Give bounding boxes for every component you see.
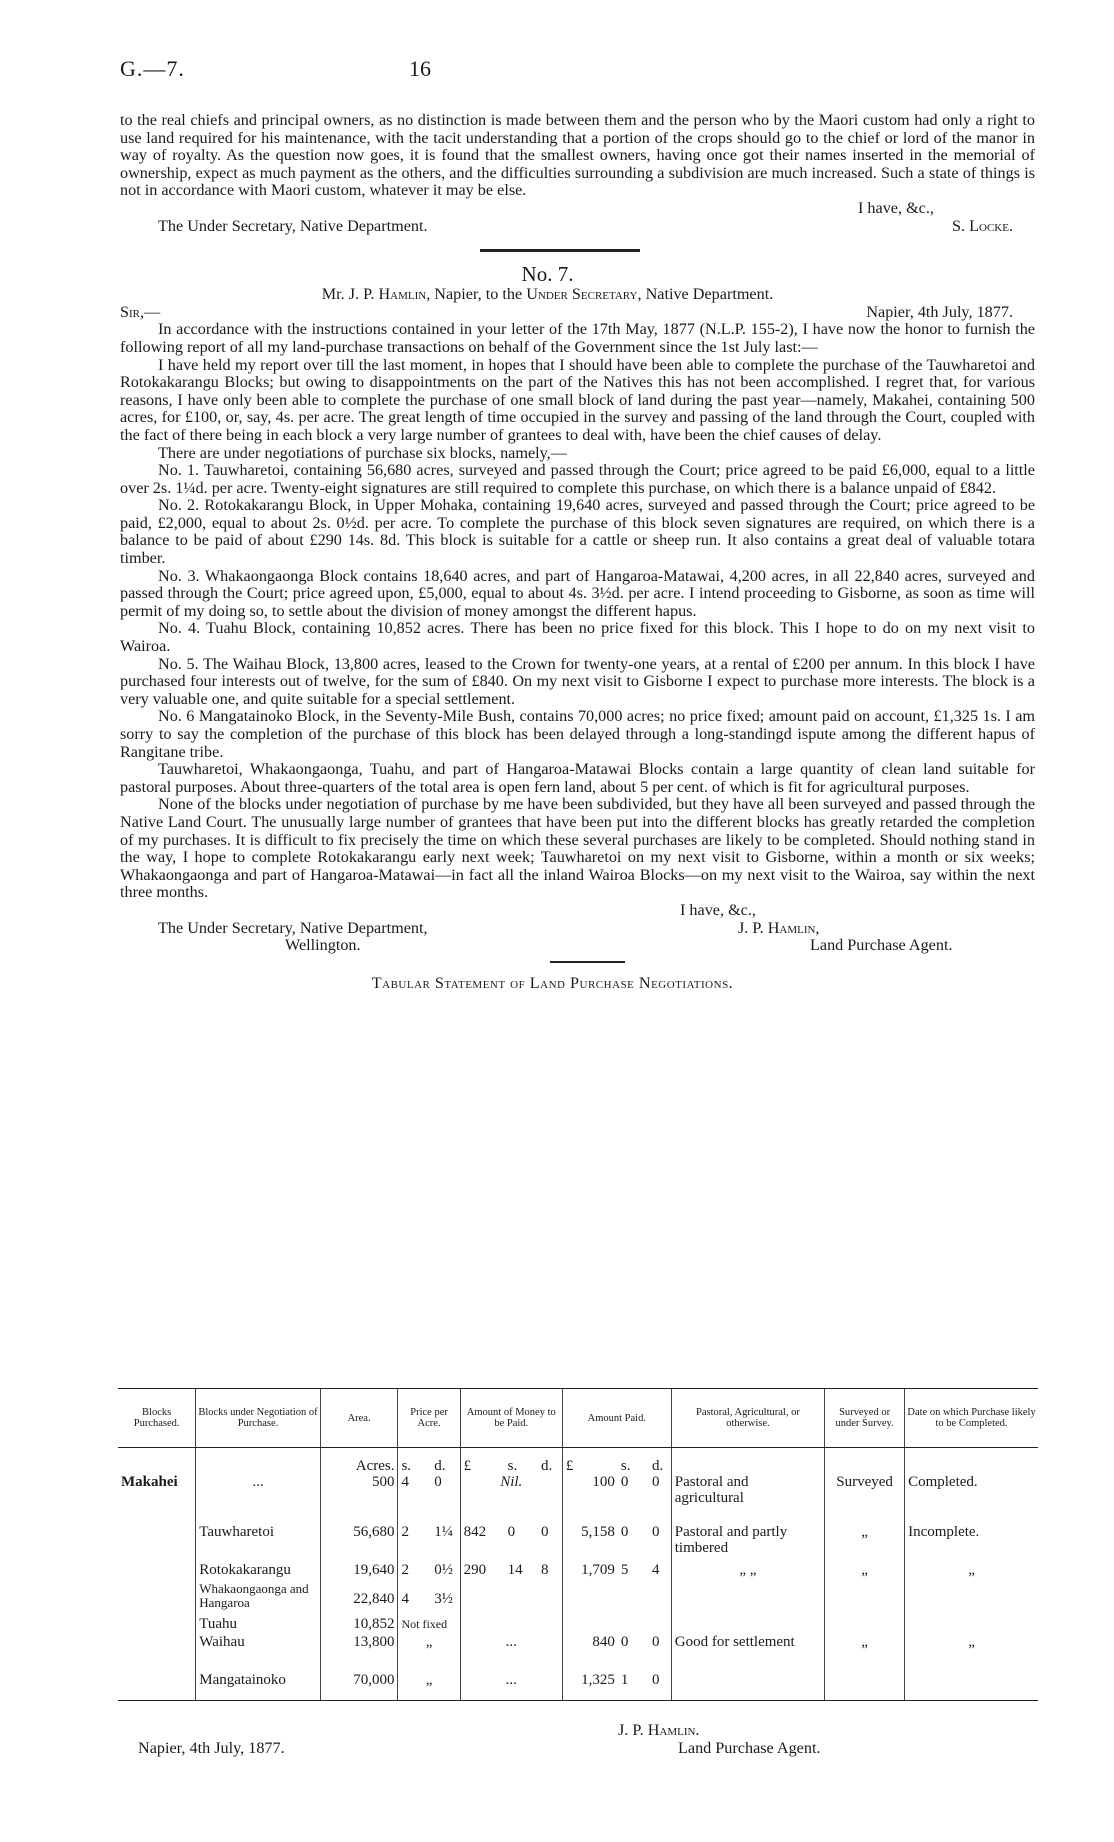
body-text [120,112,1035,992]
letter-signature-name: J. P. Hamlin, [738,918,820,937]
letter-number: No. 7. [521,262,574,287]
letter-addressee-city: Wellington. [285,936,361,955]
prior-letter-signature: S. Locke. [952,216,1013,235]
prior-letter-addressee: The Under Secretary, Native Department. [158,216,428,235]
cell-price-d: 0 [434,1474,442,1490]
cell-topay-d: 0 [540,1524,549,1540]
cell-date: „ [905,1562,1038,1582]
cell-negotiation: Whakaongaonga and Hangaroa [196,1582,320,1616]
letter-paragraph: No. 6 Mangatainoko Block, in the Seventy-Mile Bush, contains 70,000 acres; no price fixed; amount paid on account, £1,325 1s. I am sorry to say the completion of the purchase of this block has been delayed through a long-standingd ispute among the different hapus of Rangitane tribe. [120,707,1035,761]
letter-paragraph: I have held my report over till the last moment, in hopes that I should have been able to complete the purchase of the Tauwharetoi and Rotokakarangu Blocks; but owing to disappointments on the part of the Natives this has not been accomplished. I regret that, for various reasons, I have only been able to complete the purchase of one small block of land during the past year—namely, Makahei, containing 500 acres, for £100, or, say, 4s. per acre. The great length of time occupied in the survey and passing of the land through the Court, coupled with the fact of there being in each block a very large number of grantees to deal with, have been the chief causes of delay. [120,355,1035,444]
cell-paid-d: 0 [652,1474,660,1490]
cell-price-d: 0½ [434,1562,454,1578]
table-title: Tabular Statement of Land Purchase Negotiations. [371,973,734,992]
letter-paragraph: No. 5. The Waihau Block, 13,800 acres, leased to the Crown for twenty-one years, at a rental of £200 per annum. In this block I have purchased four interests out of twelve, for the sum of £840. On my next visit to Gisborne I expect to purchase more interests. The block is a very valuable one, and quite suitable for a special settlement. [120,654,1035,708]
letter-heading-part: , Native Department. [637,285,774,304]
cell-paid-l: 5,158 [562,1524,618,1562]
salutation-line [120,304,1035,322]
negotiations-table [118,1388,1038,1701]
table-row [118,1524,1038,1562]
cell-date: Completed. [905,1474,1038,1524]
letter-paragraph: No. 1. Tauwharetoi, containing 56,680 acres, surveyed and passed through the Court; price agreed to be paid £6,000, equal to a little over 2s. 1¼d. per acre. Twenty-eight signatures are still required to complete this purchase, on which there is a balance unpaid of £842. [120,461,1035,497]
table-divider [550,961,625,963]
cell-topay-l: 290 [460,1562,504,1582]
cell-paid-l: 840 [562,1634,618,1672]
cell-paid-l: 1,709 [562,1562,618,1582]
cell-pastoral: Pastoral and partly timbered [671,1524,824,1562]
letter-sender-name: Hamlin [378,285,427,304]
cell-paid-d: 0 [652,1634,660,1650]
cell-surveyed: „ [825,1562,905,1582]
letter-paragraph: None of the blocks under negotiation of purchase by me have been subdivided, but they have all been surveyed and passed through the Native Land Court. The unusually large number of grantees that have been put into the different blocks has greatly retarded the completion of my purchases. It is difficult to fix precisely the time on which these several purchases are likely to be completed. Should nothing stand in the way, I hope to complete Rotokakarangu early next week; Tauwharetoi on my next visit to Gisborne, within a month or six weeks; Whakaongaonga and part of Hangaroa-Matawai—in fact all the inland Wairoa Blocks—on my next visit to the Wairoa, say within the next three months. [120,795,1035,902]
cell-price-d: 3½ [434,1591,454,1607]
cell-area: 13,800 [320,1634,398,1672]
header-cell: Area. [320,1389,398,1448]
cell-area: 56,680 [320,1524,398,1562]
cell-paid-l: 1,325 [562,1672,618,1700]
cell-topay-l: Nil. [460,1474,562,1524]
document-reference: G.—7. [120,56,185,81]
cell-negotiation: Mangatainoko [196,1672,320,1700]
cell-surveyed: Surveyed [825,1474,905,1524]
letter-signature-line [120,920,1035,938]
letter-recipient-name: Under Secretary [526,285,638,304]
cell-paid-d: 0 [649,1672,671,1700]
cell-negotiation: Rotokakarangu [196,1562,320,1582]
footer-signature-name: J. P. Hamlin. [618,1721,700,1739]
unit-label: s. [507,1458,518,1474]
cell-topay-s: 0 [507,1524,516,1540]
cell-paid-s: 5 [620,1562,629,1578]
table-footer [120,1721,1035,1757]
letter-paragraph: There are under negotiations of purchase six blocks, namely,— [158,443,567,462]
header-cell: Amount of Money to be Paid. [460,1389,562,1448]
cell-paid-s: 1 [618,1672,649,1700]
cell-price: „ [398,1634,460,1672]
letter-signature-title: Land Purchase Agent. [810,936,953,955]
cell-pastoral: Good for settlement [671,1634,824,1672]
cell-price: „ [398,1672,460,1700]
header-cell: Surveyed or under Survey. [825,1389,905,1448]
salutation: Sir,— [120,302,161,321]
cell-area: 500 [320,1474,398,1524]
prior-letter-paragraph: to the real chiefs and principal owners, as no distinction is made between them and the person who by the Maori custom had only a right to use land required for his maintenance, with the tacit understanding that a portion of the crops should go to the chief or lord of the manor in way of royalty. As the question now goes, it is found that the smallest owners, having once got their names inserted in the memorial of ownership, expect as much payment as the others, and the difficulties surrounding a subdivision are much increased. Such a state of things is not in accordance with Maori custom, whatever it may be else. [120,111,1035,200]
letter-paragraph: Tauwharetoi, Whakaongaonga, Tuahu, and part of Hangaroa-Matawai Blocks contain a large quantity of clean land suitable for pastoral purposes. About three-quarters of the total area is open fern land, about 5 per cent. of which is fit for agricultural purposes. [120,760,1035,796]
cell-price: Not fixed [398,1616,460,1634]
cell-paid-s: 0 [620,1474,629,1490]
cell-price-s: 2 [398,1524,431,1562]
cell-surveyed: „ [825,1634,905,1672]
cell-pastoral: „ „ [671,1562,824,1582]
cell-negotiation: Tauwharetoi [196,1524,320,1562]
cell-topay-l: 842 [460,1524,504,1562]
header-cell: Date on which Purchase likely to be Completed. [905,1389,1038,1448]
section-divider [480,249,640,252]
table-row [118,1582,1038,1616]
cell-area: 10,852 [320,1616,398,1634]
cell-topay-l: ... [460,1672,562,1700]
letter-paragraph: No. 2. Rotokakarangu Block, in Upper Mohaka, containing 19,640 acres, surveyed and passed through the Court; price agreed to be paid, £2,000, equal to about 2s. 0½d. per acre. To complete the purchase of this block seven signatures are required, on which there is a balance to be paid of about £290 14s. 8d. This block is suitable for a cattle or sheep run. It also contains a great deal of valuable totara timber. [120,496,1035,568]
page-header [120,56,1035,86]
cell-surveyed: „ [825,1524,905,1562]
unit-label: s. [398,1448,431,1475]
header-cell: Pastoral, Agricultural, or otherwise. [671,1389,824,1448]
letter-paragraph: No. 4. Tuahu Block, containing 10,852 acres. There has been no price fixed for this block. This I hope to do on my next visit to Wairoa. [120,619,1035,656]
cell-negotiation: Tuahu [196,1616,320,1634]
cell-price-s: 4 [398,1582,431,1616]
cell-price-s: 2 [398,1562,431,1582]
cell-paid-d: 4 [652,1562,660,1578]
letter-place-date: Napier, 4th July, 1877. [866,302,1013,321]
header-cell: Price per Acre. [398,1389,460,1448]
letter-heading-part: , Napier, to the [426,285,527,304]
cell-paid-d: 0 [652,1524,660,1540]
cell-topay-l: ... [460,1634,562,1672]
cell-area: 70,000 [320,1672,398,1700]
cell-paid-s: 0 [620,1524,629,1540]
unit-label: s. [620,1458,631,1474]
unit-label: d. [434,1458,446,1474]
letter-closing-line [120,902,1035,920]
cell-paid-l: 100 [562,1474,618,1524]
cell-negotiation: Waihau [196,1634,320,1672]
cell-price-s: 4 [398,1474,431,1524]
cell-area: 19,640 [320,1562,398,1582]
footer-place-date: Napier, 4th July, 1877. [138,1739,285,1757]
unit-label: £ [460,1448,504,1475]
cell-negotiation: ... [196,1474,320,1524]
unit-label: Acres. [320,1448,398,1475]
table-row [118,1634,1038,1672]
letter-paragraph: In accordance with the instructions contained in your letter of the 17th May, 1877 (N.L.P. 155-2), I have now the honor to furnish the following report of all my land-purchase transactions on behalf of the Government since the 1st July last:— [120,320,1035,356]
cell-pastoral: Pastoral and agricultural [671,1474,824,1524]
cell-area: 22,840 [320,1582,398,1616]
units-row [118,1448,1038,1475]
cell-date: „ [905,1634,1038,1672]
letter-heading-part: Mr. J. P. [321,285,379,304]
table-row [118,1616,1038,1634]
unit-label: £ [562,1448,618,1475]
cell-price-d: 1¼ [434,1524,454,1540]
letter-closing: I have, &c., [680,900,756,919]
letter-addressee: The Under Secretary, Native Department, [158,918,428,937]
prior-letter-closing-line [120,200,1035,218]
page-number: 16 [409,56,431,81]
cell-paid-s: 0 [620,1634,629,1650]
table-row [118,1474,1038,1524]
letter-paragraph: No. 3. Whakaongaonga Block contains 18,640 acres, and part of Hangaroa-Matawai, 4,200 acres, in all 22,840 acres, surveyed and passed through the Court; price agreed upon, £5,000, equal to about 4s. 3½d. per acre. I intend proceeding to Gisborne, as soon as time will permit of my doing so, to settle about the division of money amongst the different hapus. [120,566,1035,620]
table-row [118,1672,1038,1700]
unit-label: d. [652,1458,664,1474]
cell-topay-s: 14 [507,1562,523,1578]
prior-letter-signature-line [120,218,1035,236]
letter-heading [60,286,1035,304]
prior-letter-closing: I have, &c., [858,198,934,217]
table-row [118,1562,1038,1582]
table-header-row [118,1389,1038,1448]
unit-label: d. [540,1458,553,1474]
cell-topay-d: 8 [540,1562,549,1578]
header-cell: Blocks Purchased. [118,1389,196,1448]
footer-signature-title: Land Purchase Agent. [678,1739,821,1757]
header-cell: Amount Paid. [562,1389,671,1448]
cell-date: Incomplete. [905,1524,1038,1562]
cell-purchased: Makahei [121,1474,178,1490]
header-cell: Blocks under Negotiation of Purchase. [196,1389,320,1448]
letter-signature-line-2 [120,937,1035,955]
